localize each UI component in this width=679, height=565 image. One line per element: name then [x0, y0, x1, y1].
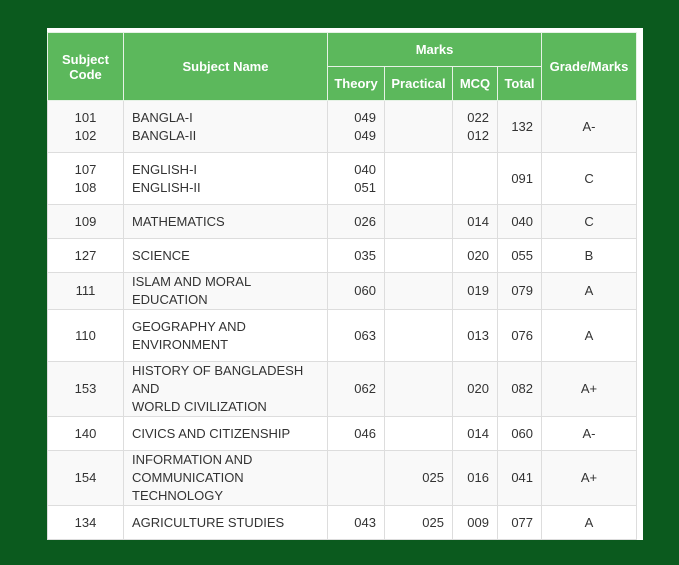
table-row [48, 273, 637, 310]
subject-name-line: HISTORY OF BANGLADESH AND [132, 363, 304, 396]
mcq-line: 014 [467, 425, 489, 441]
theory-line: 043 [354, 514, 376, 530]
mcq-cell [453, 239, 498, 273]
table-row [48, 417, 637, 451]
practical-cell [385, 153, 453, 205]
grade-cell: A [542, 273, 637, 310]
mcq-cell [453, 310, 498, 362]
mcq-cell [453, 417, 498, 451]
header-mcq: MCQ [453, 67, 498, 101]
practical-cell [385, 273, 453, 310]
grade-cell: A- [542, 417, 637, 451]
subject-name-cell [124, 205, 328, 239]
theory-line: 062 [354, 381, 376, 396]
table-row [48, 451, 637, 506]
table-row [48, 362, 637, 417]
subject-name-line: COMMUNICATION TECHNOLOGY [132, 470, 244, 503]
total-cell: 041 [498, 451, 542, 506]
theory-cell [328, 101, 385, 153]
subject-name-line: SCIENCE [132, 247, 190, 263]
theory-line: 049 [354, 127, 376, 143]
subject-name-cell [124, 153, 328, 205]
subject-name-cell [124, 451, 328, 506]
subject-name-cell [124, 362, 328, 417]
mcq-line: 012 [467, 127, 489, 143]
grade-cell: A [542, 506, 637, 540]
subject-name-line: ISLAM AND MORAL EDUCATION [132, 274, 251, 307]
subject-name-line: INFORMATION AND [132, 452, 253, 467]
table-row [48, 310, 637, 362]
header-marks: Marks [328, 33, 542, 67]
theory-cell [328, 310, 385, 362]
subject-code-line: 109 [74, 213, 97, 229]
practical-line: 025 [422, 470, 444, 485]
table-row [48, 506, 637, 540]
mcq-cell [453, 506, 498, 540]
practical-cell [385, 239, 453, 273]
theory-cell [328, 451, 385, 506]
subject-name-line: BANGLA-II [132, 127, 197, 143]
grade-cell: C [542, 205, 637, 239]
grade-cell: A+ [542, 451, 637, 506]
theory-line: 063 [354, 327, 376, 343]
practical-line: 025 [422, 514, 444, 530]
total-cell: 132 [498, 101, 542, 153]
subject-code-cell [48, 101, 124, 153]
subject-name-line: GEOGRAPHY AND [132, 318, 246, 334]
mcq-line: 014 [467, 213, 489, 229]
mcq-cell [453, 205, 498, 239]
subject-code-line: 134 [74, 514, 97, 530]
subject-name-line: AGRICULTURE STUDIES [132, 514, 285, 530]
table-row [48, 101, 637, 153]
theory-cell [328, 417, 385, 451]
subject-code-cell [48, 239, 124, 273]
subject-name-cell [124, 506, 328, 540]
subject-code-line: 153 [74, 381, 97, 396]
practical-cell [385, 362, 453, 417]
mcq-line: 016 [467, 470, 489, 485]
total-cell: 060 [498, 417, 542, 451]
theory-line: 060 [354, 283, 376, 298]
grade-cell: B [542, 239, 637, 273]
subject-name-line: ENGLISH-II [132, 179, 201, 195]
subject-name-cell [124, 417, 328, 451]
practical-cell [385, 310, 453, 362]
total-cell: 091 [498, 153, 542, 205]
results-panel [47, 28, 643, 540]
mcq-line: 019 [467, 283, 489, 298]
table-row [48, 153, 637, 205]
practical-cell [385, 101, 453, 153]
mcq-line: 013 [467, 327, 489, 343]
practical-cell [385, 506, 453, 540]
table-row [48, 239, 637, 273]
grade-cell: A+ [542, 362, 637, 417]
subject-code-line: 140 [74, 425, 97, 441]
total-cell: 055 [498, 239, 542, 273]
total-cell: 082 [498, 362, 542, 417]
subject-name-cell [124, 239, 328, 273]
subject-code-line: 154 [74, 470, 97, 485]
theory-cell [328, 362, 385, 417]
subject-code-cell [48, 506, 124, 540]
subject-code-line: 102 [74, 127, 97, 143]
subject-name-line: CIVICS AND CITIZENSHIP [132, 425, 291, 441]
subject-name-line: ENVIRONMENT [132, 336, 229, 352]
theory-line: 035 [354, 247, 376, 263]
subject-code-cell [48, 451, 124, 506]
practical-cell [385, 451, 453, 506]
mcq-line: 009 [467, 514, 489, 530]
subject-code-cell [48, 205, 124, 239]
subject-code-cell [48, 417, 124, 451]
header-subject-name: Subject Name [124, 33, 328, 101]
header-theory: Theory [328, 67, 385, 101]
subject-name-line: WORLD CIVILIZATION [132, 399, 267, 414]
mcq-cell [453, 273, 498, 310]
theory-cell [328, 153, 385, 205]
grade-cell: A [542, 310, 637, 362]
subject-name-line: BANGLA-I [132, 109, 193, 125]
subject-code-cell [48, 310, 124, 362]
mcq-line: 020 [467, 247, 489, 263]
marks-table [47, 32, 637, 540]
total-cell: 077 [498, 506, 542, 540]
subject-code-line: 101 [74, 109, 97, 125]
grade-cell: C [542, 153, 637, 205]
header-total: Total [498, 67, 542, 101]
theory-cell [328, 239, 385, 273]
theory-cell [328, 273, 385, 310]
theory-line: 051 [354, 179, 376, 195]
mcq-line: 020 [467, 381, 489, 396]
mcq-cell [453, 451, 498, 506]
subject-code-line: 127 [74, 247, 97, 263]
mcq-cell [453, 101, 498, 153]
subject-name-line: ENGLISH-I [132, 161, 198, 177]
table-row [48, 205, 637, 239]
practical-cell [385, 417, 453, 451]
theory-line: 049 [354, 109, 376, 125]
subject-name-cell [124, 310, 328, 362]
subject-code-line: 111 [75, 283, 96, 298]
grade-cell: A- [542, 101, 637, 153]
mcq-cell [453, 153, 498, 205]
header-practical: Practical [385, 67, 453, 101]
subject-code-line: 110 [75, 327, 96, 343]
total-cell: 079 [498, 273, 542, 310]
total-cell: 040 [498, 205, 542, 239]
subject-code-cell [48, 273, 124, 310]
mcq-line: 022 [467, 109, 489, 125]
subject-name-cell [124, 101, 328, 153]
theory-cell [328, 205, 385, 239]
header-grade: Grade/Marks [542, 33, 637, 101]
theory-line: 046 [354, 425, 376, 441]
total-cell: 076 [498, 310, 542, 362]
subject-code-line: 107 [74, 161, 97, 177]
subject-code-cell [48, 362, 124, 417]
subject-name-cell [124, 273, 328, 310]
theory-line: 026 [354, 213, 376, 229]
practical-cell [385, 205, 453, 239]
subject-code-line: 108 [74, 179, 97, 195]
subject-name-line: MATHEMATICS [132, 213, 225, 229]
mcq-cell [453, 362, 498, 417]
theory-line: 040 [354, 161, 376, 177]
subject-code-cell [48, 153, 124, 205]
theory-cell [328, 506, 385, 540]
marks-table-body [48, 101, 637, 540]
header-subject-code: Subject Code [48, 33, 124, 101]
